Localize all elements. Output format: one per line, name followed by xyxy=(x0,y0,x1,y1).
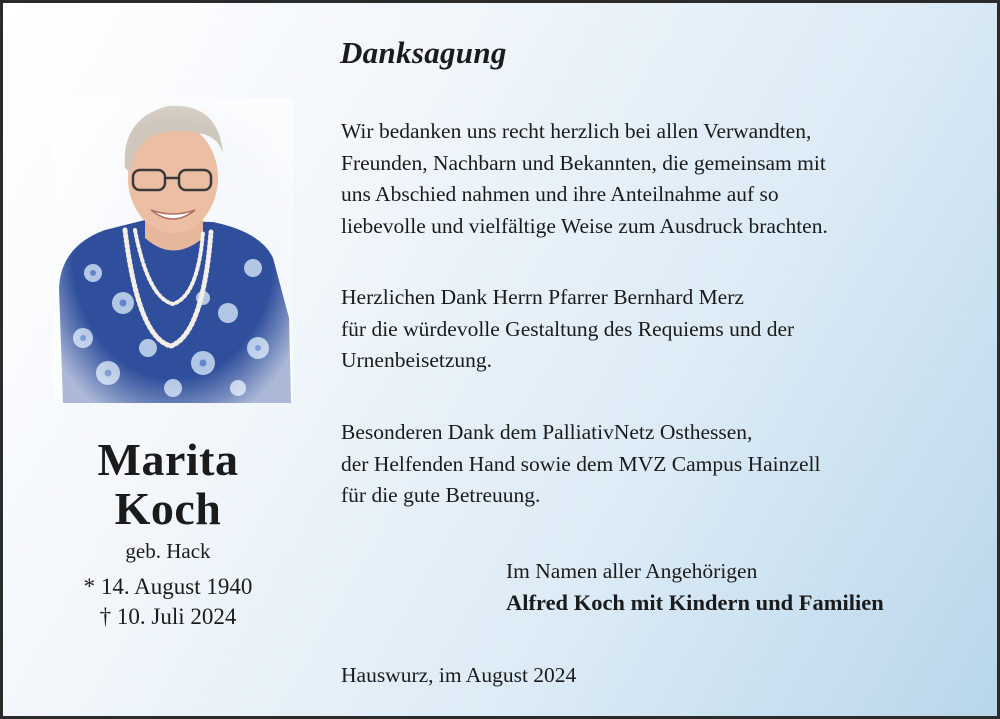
text-line: Besonderen Dank dem PalliativNetz Osthessen, xyxy=(341,420,753,444)
place-date: Hauswurz, im August 2024 xyxy=(341,663,577,687)
life-dates xyxy=(43,572,293,632)
thanks-paragraph-2 xyxy=(341,282,981,377)
text-line: Urnenbeisetzung. xyxy=(341,348,493,372)
thanks-paragraph-3 xyxy=(341,417,981,512)
text-line: der Helfenden Hand sowie dem MVZ Campus Hainzell xyxy=(341,451,821,476)
maiden-name: geb. Hack xyxy=(125,539,211,563)
text-line: für die gute Betreuung. xyxy=(341,483,541,507)
text-line: Wir bedanken uns recht herzlich bei allen Verwandten, xyxy=(341,119,812,143)
birth-date: * 14. August 1940 xyxy=(83,574,253,599)
text-line: liebevolle und vielfältige Weise zum Ausdruck brachten. xyxy=(341,213,828,238)
text-line: Herzlichen Dank Herrn Pfarrer Bernhard Merz xyxy=(341,285,744,309)
text-line: uns Abschied nahmen und ihre Anteilnahme auf so xyxy=(341,182,779,206)
deceased-info xyxy=(43,435,293,632)
portrait-photo xyxy=(53,98,293,403)
signoff-family: Alfred Koch mit Kindern und Familien xyxy=(506,590,884,615)
text-line: Freunden, Nachbarn und Bekannten, die gemeinsam mit xyxy=(341,150,826,175)
signoff-intro: Im Namen aller Angehörigen xyxy=(506,559,758,583)
last-name: Koch xyxy=(114,483,222,534)
death-date: † 10. Juli 2024 xyxy=(99,604,237,629)
signoff xyxy=(506,556,884,620)
text-line: für die würdevolle Gestaltung des Requiems und der xyxy=(341,316,795,341)
thanks-paragraph-1 xyxy=(341,116,981,242)
first-name: Marita xyxy=(97,434,239,485)
page-title: Danksagung xyxy=(340,35,507,70)
